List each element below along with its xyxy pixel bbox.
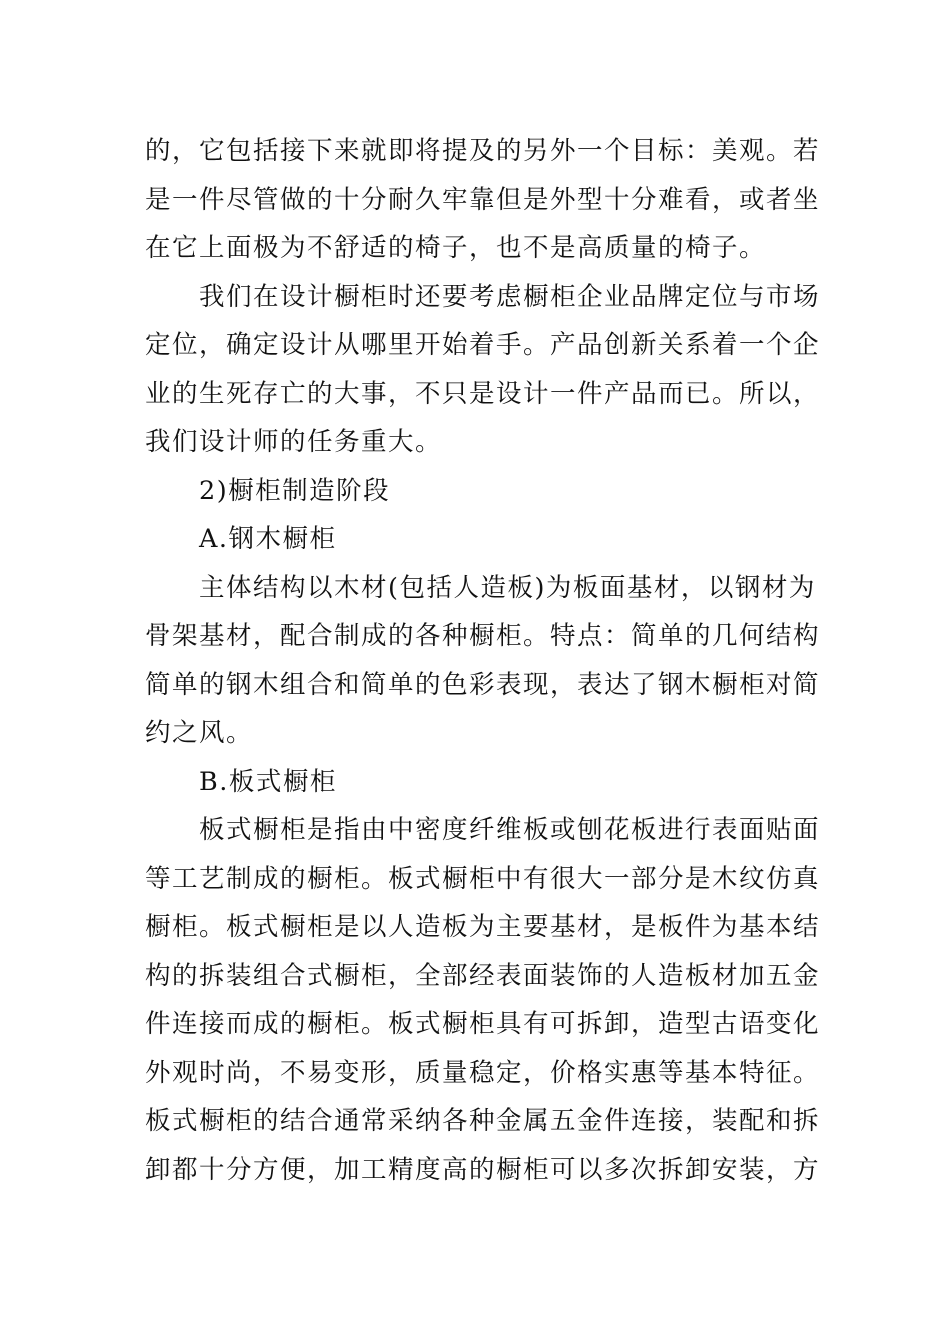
paragraph-line: 构的拆装组合式橱柜，全部经表面装饰的人造板材加五金	[145, 960, 821, 991]
paragraph-line: 是一件尽管做的十分耐久牢靠但是外型十分难看，或者坐	[145, 184, 821, 215]
paragraph-brand-positioning	[145, 273, 821, 467]
paragraph-line: 等工艺制成的橱柜。板式橱柜中有很大一部分是木纹仿真	[145, 863, 821, 894]
paragraph-panel	[145, 806, 821, 1194]
paragraph-line: 件连接而成的橱柜。板式橱柜具有可拆卸，造型古语变化	[145, 1009, 821, 1039]
paragraph-line: 卸都十分方便，加工精度高的橱柜可以多次拆卸安装，方	[145, 1154, 821, 1185]
paragraph-line: 我们在设计橱柜时还要考虑橱柜企业品牌定位与市场	[199, 281, 821, 312]
paragraph-line: 业的生死存亡的大事，不只是设计一件产品而已。所以，	[145, 378, 821, 409]
paragraph-line: 橱柜。板式橱柜是以人造板为主要基材，是板件为基本结	[145, 912, 821, 942]
subheading-steel-wood: A.钢木橱柜	[199, 524, 337, 554]
paragraph-line: 主体结构以木材(包括人造板)为板面基材，以钢材为	[199, 572, 816, 603]
paragraph-steel-wood	[145, 564, 821, 758]
paragraph-aesthetics	[145, 127, 821, 273]
paragraph-line: 定位，确定设计从哪里开始着手。产品创新关系着一个企	[145, 330, 821, 360]
paragraph-line: 我们设计师的任务重大。	[145, 427, 443, 457]
paragraph-line: 的，它包括接下来就即将提及的另外一个目标：美观。若	[145, 136, 821, 166]
paragraph-line: 板式橱柜是指由中密度纤维板或刨花板进行表面贴面	[199, 815, 821, 845]
subheading-panel: B.板式橱柜	[199, 766, 337, 797]
paragraph-line: 在它上面极为不舒适的椅子，也不是高质量的椅子。	[145, 233, 767, 263]
paragraph-line: 约之风。	[145, 718, 254, 748]
paragraph-line: 外观时尚，不易变形，质量稳定，价格实惠等基本特征。	[145, 1057, 821, 1088]
paragraph-line: 板式橱柜的结合通常采纳各种金属五金件连接，装配和拆	[145, 1106, 821, 1136]
paragraph-line: 简单的钢木组合和简单的色彩表现，表达了钢木橱柜对简	[145, 669, 821, 700]
paragraph-line: 骨架基材，配合制成的各种橱柜。特点：简单的几何结构	[145, 621, 821, 651]
section-heading: 2)橱柜制造阶段	[199, 475, 391, 506]
document-body	[145, 127, 821, 1194]
